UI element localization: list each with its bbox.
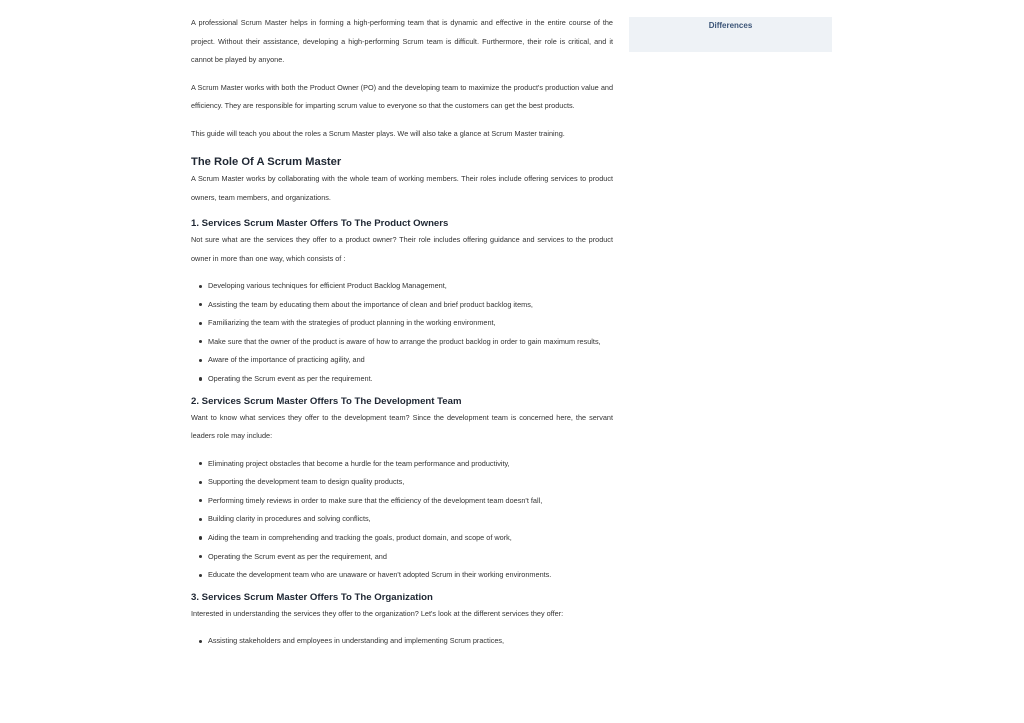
organization-paragraph: Interested in understanding the services they offer to the organization? Let's look at the different services they offer: — [191, 608, 564, 618]
list-item: Aiding the team in comprehending and tracking the goals, product domain, and scope of work, — [208, 529, 613, 548]
dev-team-heading: 2. Services Scrum Master Offers To The Development Team — [191, 395, 462, 407]
dev-team-list — [191, 455, 613, 585]
sidebar-title: Differences — [708, 21, 753, 30]
sidebar-differences-box[interactable] — [629, 17, 832, 52]
list-item: Eliminating project obstacles that become a hurdle for the team performance and productivity, — [208, 455, 613, 474]
list-item: Performing timely reviews in order to make sure that the efficiency of the development team doesn't fall, — [208, 492, 613, 511]
list-item: Assisting the team by educating them about the importance of clean and brief product backlog items, — [208, 296, 613, 315]
list-item: Building clarity in procedures and solving conflicts, — [208, 510, 613, 529]
list-item: Operating the Scrum event as per the requirement, and — [208, 548, 613, 567]
list-item: Make sure that the owner of the product is aware of how to arrange the product backlog in order to gain maximum results, — [208, 333, 613, 352]
list-item: Supporting the development team to design quality products, — [208, 473, 613, 492]
intro-paragraph-2: A Scrum Master works with both the Product Owner (PO) and the developing team to maximize the product's production value and efficiency. They are responsible for imparting scrum value to everyone so that the customers can get the best products. — [191, 82, 613, 110]
role-heading: The Role Of A Scrum Master — [191, 156, 342, 168]
list-item: Developing various techniques for efficient Product Backlog Management, — [208, 277, 613, 296]
organization-list — [191, 632, 613, 651]
product-owners-heading: 1. Services Scrum Master Offers To The Product Owners — [191, 218, 449, 229]
list-item: Familiarizing the team with the strategies of product planning in the working environment, — [208, 314, 613, 333]
list-item: Operating the Scrum event as per the requirement. — [208, 370, 613, 389]
intro-paragraph-3: This guide will teach you about the roles a Scrum Master plays. We will also take a glance at Scrum Master training. — [191, 128, 565, 138]
role-paragraph: A Scrum Master works by collaborating with the whole team of working members. Their roles include offering services to product owners, team members, and organizations. — [191, 174, 613, 202]
dev-team-paragraph: Want to know what services they offer to the development team? Since the development team is concerned here, the servant leaders role may include: — [191, 412, 613, 441]
product-owners-list — [191, 277, 613, 389]
organization-heading: 3. Services Scrum Master Offers To The Organization — [191, 591, 433, 603]
product-owners-paragraph: Not sure what are the services they offer to a product owner? Their role includes offering guidance and services to the product owner in more than one way, which consists of : — [191, 235, 613, 263]
list-item: Educate the development team who are unaware or haven't adopted Scrum in their working environments. — [208, 566, 613, 585]
article-body — [191, 14, 613, 651]
intro-paragraph-1: A professional Scrum Master helps in forming a high-performing team that is dynamic and effective in the entire course of the project. Without their assistance, developing a high-performing Scrum team is difficult. Furthermore, their role is critical, and it cannot be played by anyone. — [191, 18, 613, 64]
list-item: Aware of the importance of practicing agility, and — [208, 351, 613, 370]
list-item: Assisting stakeholders and employees in understanding and implementing Scrum practices, — [208, 632, 613, 651]
